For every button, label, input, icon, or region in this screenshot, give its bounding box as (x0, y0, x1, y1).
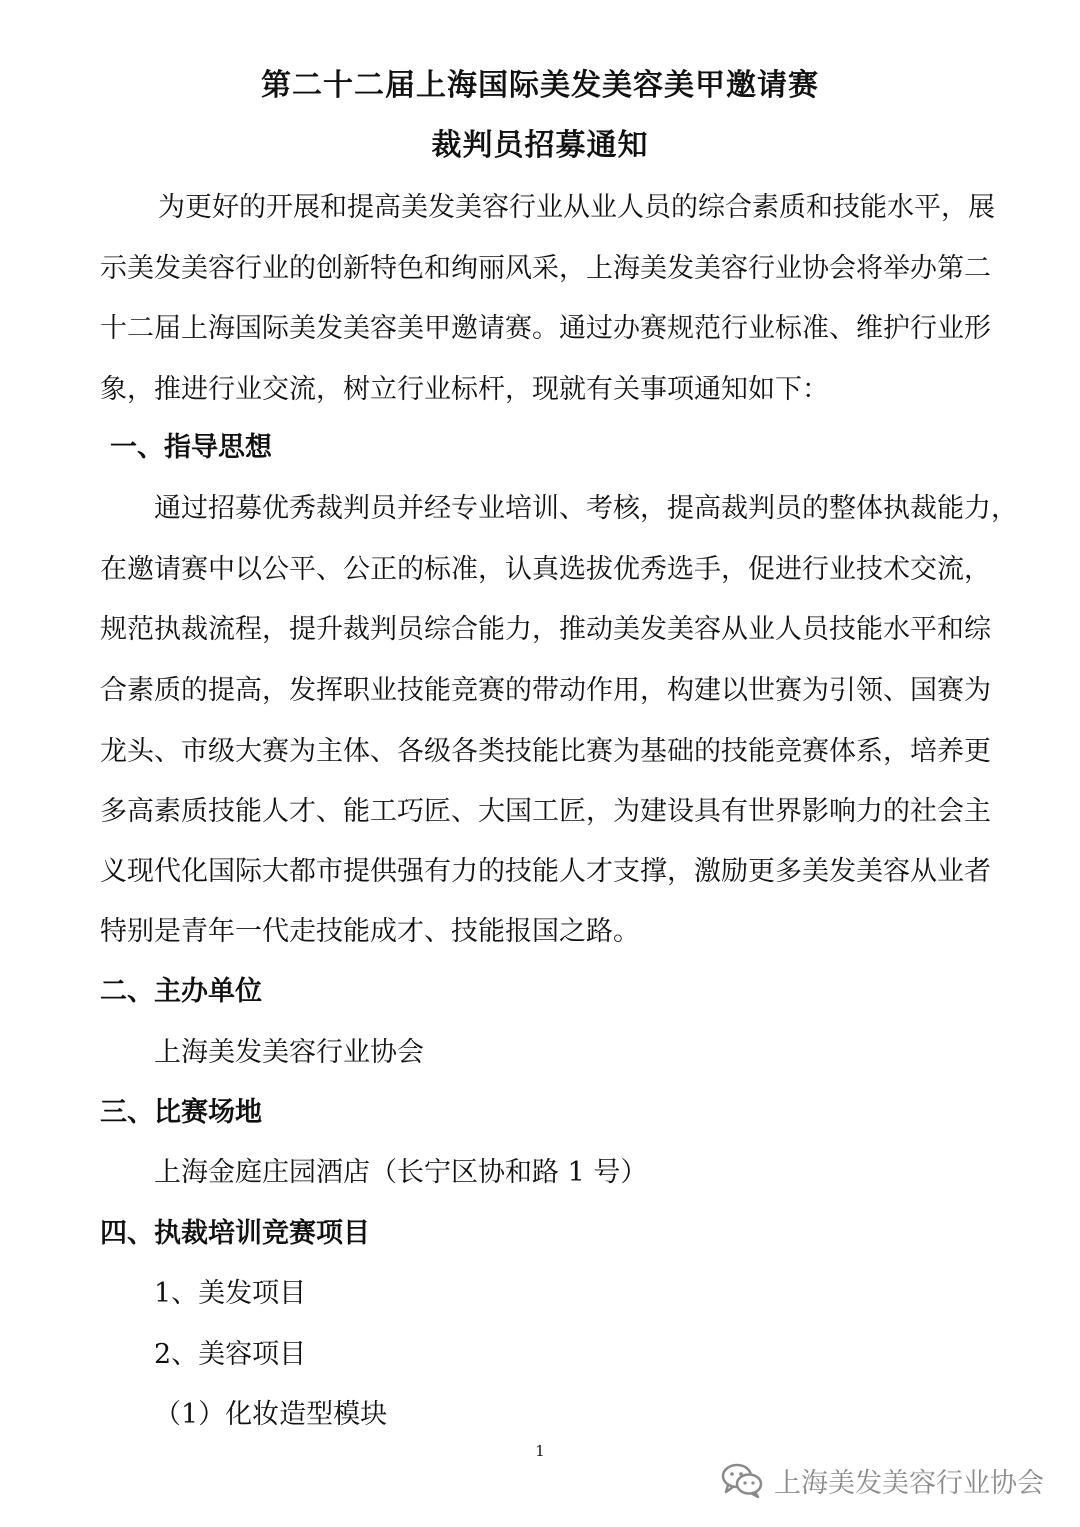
section-heading-training-items: 四、执裁培训竞赛项目 (100, 1218, 370, 1249)
list-item: 1、美发项目 (154, 1278, 307, 1309)
venue-name: 上海金庭庄园酒店（长宁区协和路 1 号） (154, 1157, 648, 1188)
section-heading-guiding-ideology: 一、指导思想 (110, 432, 272, 463)
section1-line: 龙头、市级大赛为主体、各级各类技能比赛为基础的技能竞赛体系，培养更 (100, 736, 991, 767)
section1-line: 义现代化国际大都市提供强有力的技能人才支撑，激励更多美发美容从业者 (100, 856, 991, 887)
intro-line: 示美发美容行业的创新特色和绚丽风采，上海美发美容行业协会将举办第二 (100, 253, 991, 284)
section1-line: 规范执裁流程，提升裁判员综合能力，推动美发美容从业人员技能水平和综 (100, 614, 991, 645)
list-item: 2、美容项目 (154, 1339, 307, 1370)
organizer-name: 上海美发美容行业协会 (154, 1037, 424, 1068)
wechat-icon (720, 1462, 764, 1498)
intro-line: 十二届上海国际美发美容美甲邀请赛。通过办赛规范行业标准、维护行业形 (100, 313, 991, 344)
intro-line: 为更好的开展和提高美发美容行业从业人员的综合素质和技能水平，展 (158, 192, 995, 223)
section1-line: 合素质的提高，发挥职业技能竞赛的带动作用，构建以世赛为引领、国赛为 (100, 675, 991, 706)
watermark-text: 上海美发美容行业协会 (774, 1467, 1044, 1499)
document-subtitle: 裁判员招募通知 (431, 128, 649, 163)
page-number: 1 (535, 1442, 545, 1460)
document-title: 第二十二届上海国际美发美容美甲邀请赛 (261, 68, 819, 103)
section-heading-organizer: 二、主办单位 (100, 976, 262, 1007)
list-item: （1）化妆造型模块 (154, 1399, 388, 1430)
intro-line: 象，推进行业交流，树立行业标杆，现就有关事项通知如下： (100, 374, 829, 405)
section1-line: 通过招募优秀裁判员并经专业培训、考核，提高裁判员的整体执裁能力， (154, 493, 1018, 524)
section-heading-venue: 三、比赛场地 (100, 1097, 262, 1128)
watermark (720, 1458, 1044, 1502)
section1-line: 在邀请赛中以公平、公正的标准，认真选拔优秀选手，促进行业技术交流， (100, 554, 991, 585)
section1-line: 特别是青年一代走技能成才、技能报国之路。 (100, 916, 640, 947)
section1-line: 多高素质技能人才、能工巧匠、大国工匠，为建设具有世界影响力的社会主 (100, 796, 991, 827)
